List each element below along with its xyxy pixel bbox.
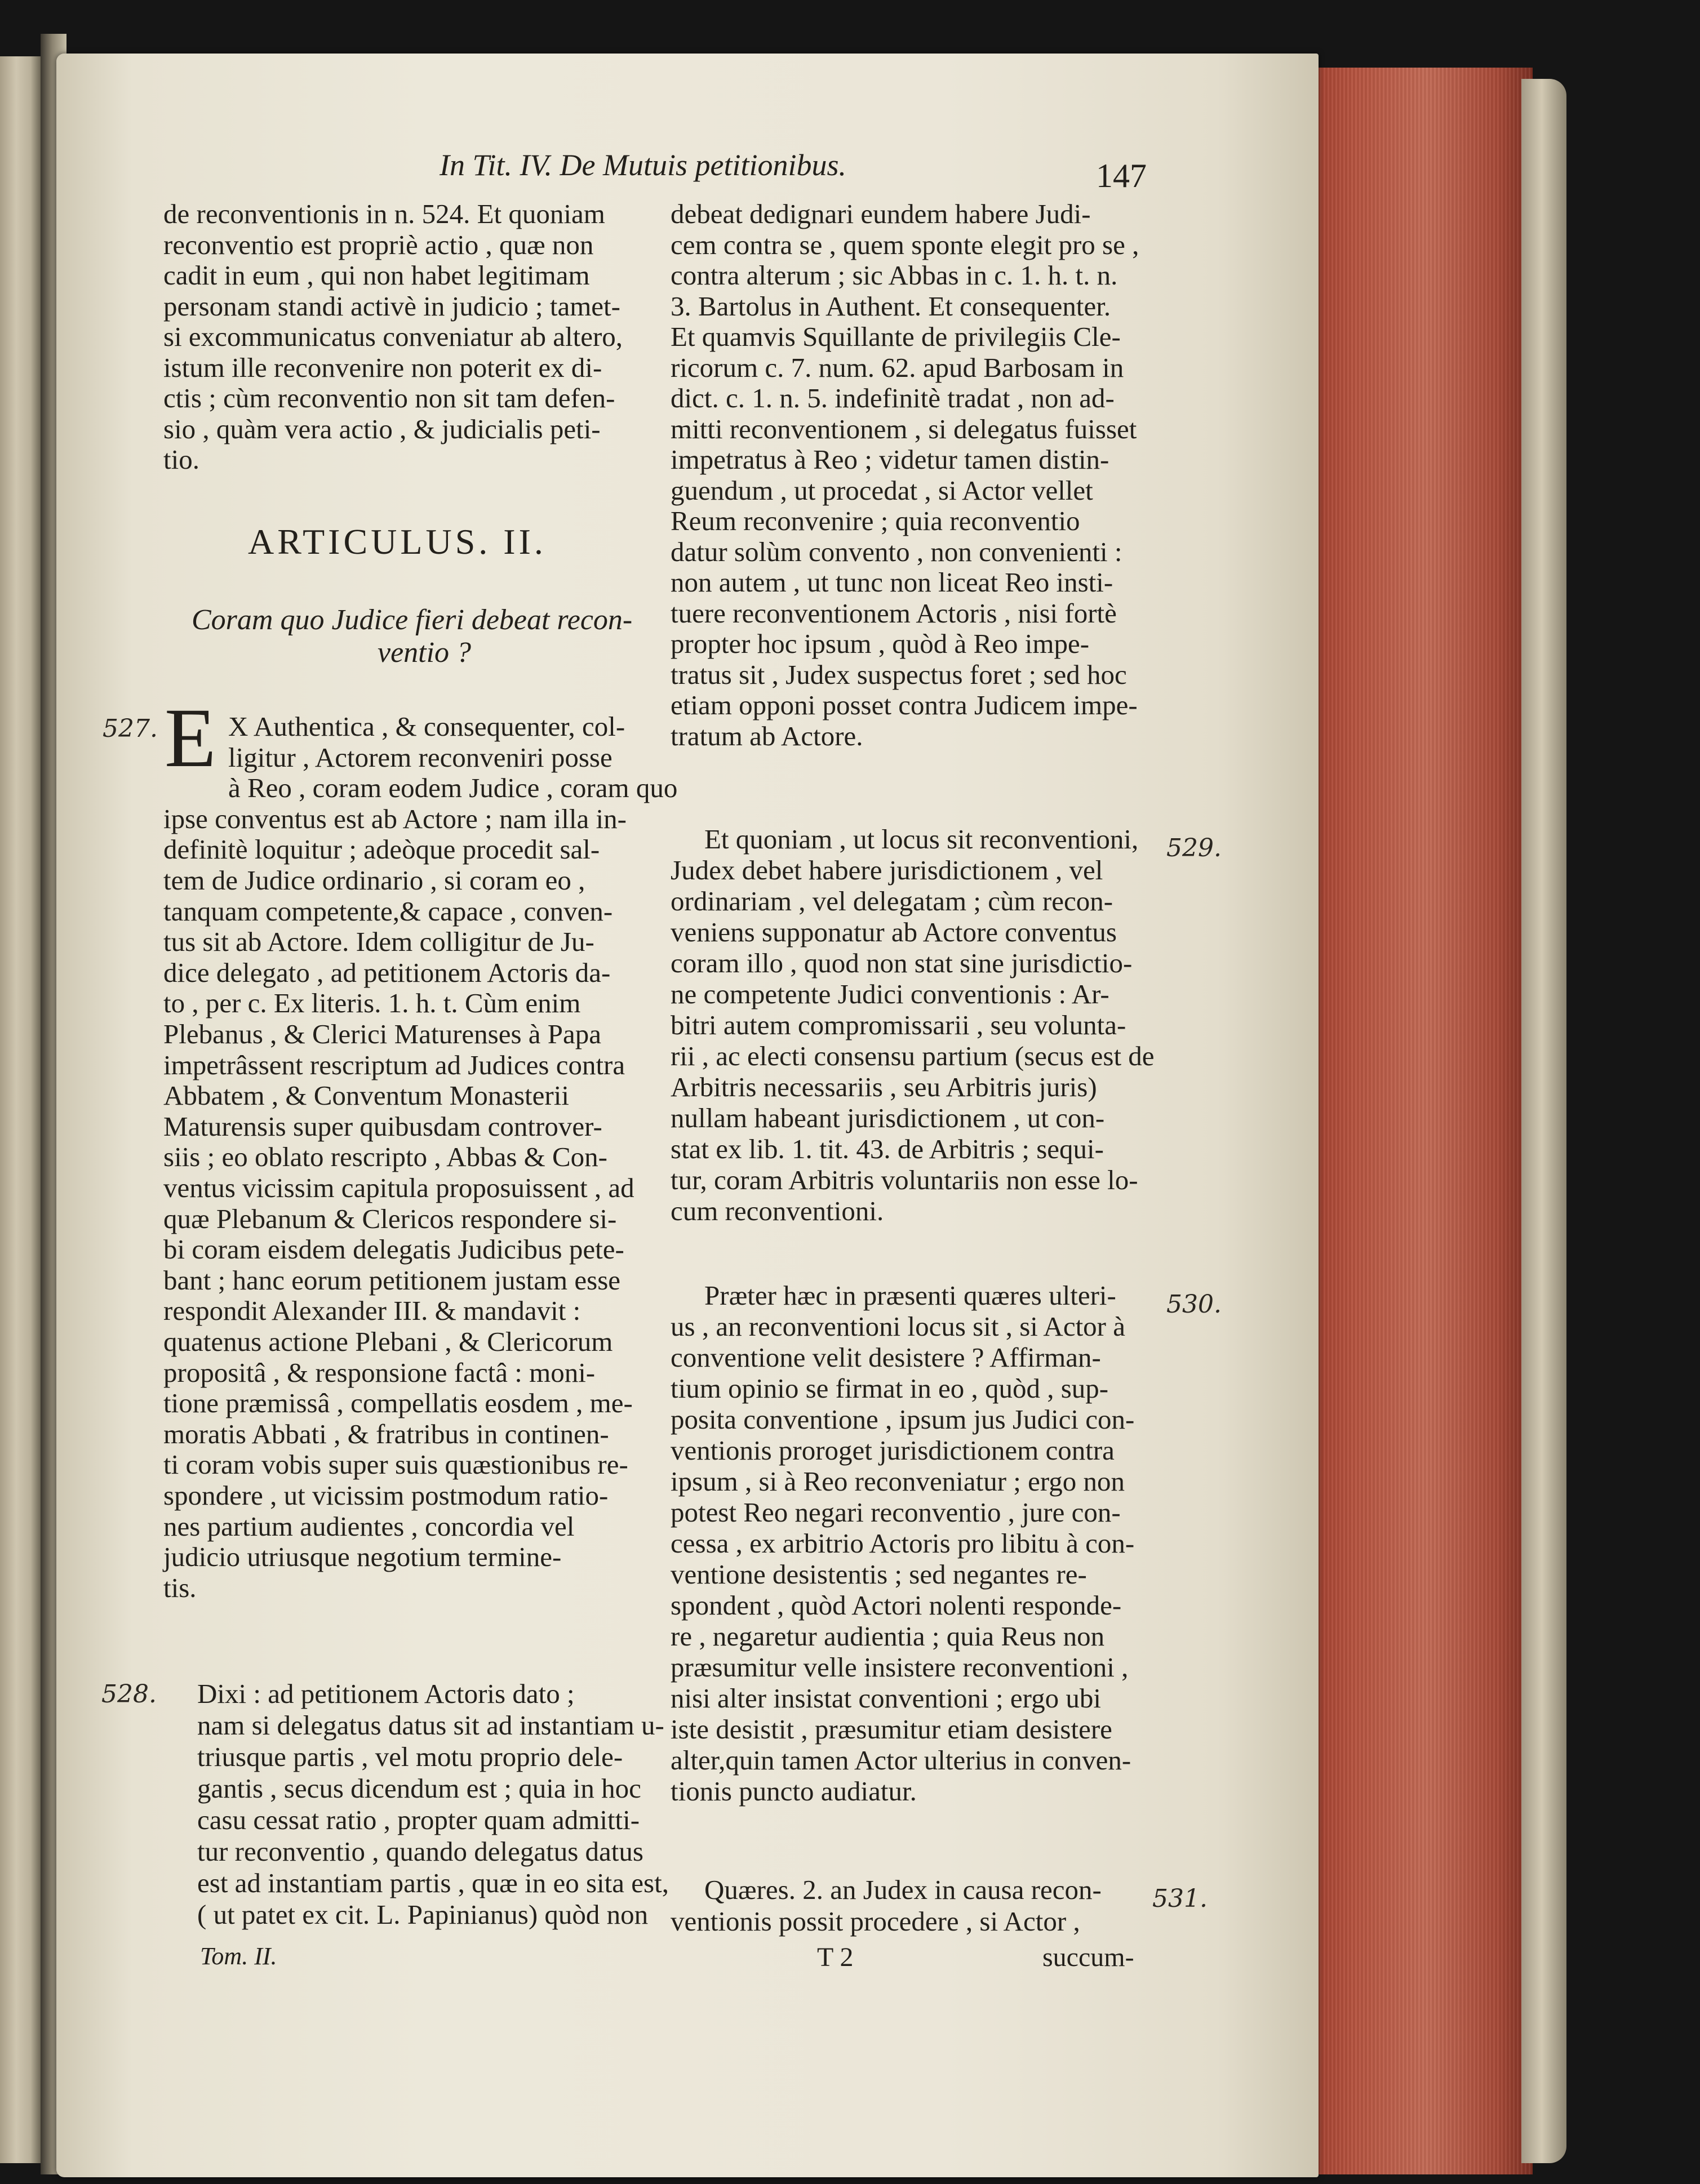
text-line: tratum ab Actore. bbox=[671, 720, 863, 751]
text-line: ti coram vobis super suis quæstionibus re- bbox=[163, 1449, 628, 1480]
text-line: Præter hæc in præsenti quæres ulteri- bbox=[704, 1280, 1116, 1311]
text-line: non autem , ut tunc non liceat Reo insti- bbox=[671, 567, 1113, 598]
margin-number-531: 531. bbox=[1152, 1884, 1208, 1913]
text-line: moratis Abbati , & fratribus in continen- bbox=[163, 1418, 609, 1449]
text-line: debeat dedignari eundem habere Judi- bbox=[671, 198, 1091, 229]
text-line: Quæres. 2. an Judex in causa recon- bbox=[704, 1874, 1102, 1905]
text-line: conventione velit desistere ? Affirman- bbox=[671, 1342, 1101, 1373]
text-line: tur, coram Arbitris voluntariis non esse lo- bbox=[671, 1164, 1138, 1195]
text-line: Reum reconvenire ; quia reconventio bbox=[671, 505, 1080, 536]
text-line: posita conventione , ipsum jus Judici con- bbox=[671, 1404, 1135, 1435]
text-line: Coram quo Judice fieri debeat recon- bbox=[192, 604, 633, 636]
text-line: tionis puncto audiatur. bbox=[671, 1776, 917, 1807]
text-line: personam standi activè in judicio ; tamet- bbox=[163, 290, 620, 322]
gathering-signature: T 2 bbox=[817, 1942, 854, 1972]
text-line: ( ut patet ex cit. L. Papinianus) quòd non bbox=[197, 1899, 649, 1930]
text-line: bitri autem compromissarii , seu volunta- bbox=[671, 1009, 1126, 1040]
text-line: impetratus à Reo ; videtur tamen distin- bbox=[671, 444, 1109, 475]
text-line: tione præmissâ , compellatis eosdem , me- bbox=[163, 1387, 633, 1419]
text-line: propositâ , & responsione factâ : moni- bbox=[163, 1356, 596, 1388]
text-line: Abbatem , & Conventum Monasterii bbox=[163, 1080, 569, 1111]
text-line: præsumitur velle insistere reconventioni , bbox=[671, 1652, 1129, 1683]
text-line: X Authentica , & consequenter, col- bbox=[228, 711, 625, 742]
text-line: nes partium audientes , concordia vel bbox=[163, 1510, 575, 1542]
text-line: si excommunicatus conveniatur ab altero, bbox=[163, 321, 623, 352]
book-cover-edge bbox=[1521, 79, 1566, 2163]
text-line: stat ex lib. 1. tit. 43. de Arbitris ; sequi- bbox=[671, 1133, 1104, 1164]
text-line: est ad instantiam partis , quæ in eo sita est, bbox=[197, 1867, 669, 1898]
text-line: impetrâssent rescriptum ad Judices contra bbox=[163, 1049, 625, 1080]
text-line: gantis , secus dicendum est ; quia in hoc bbox=[197, 1773, 641, 1804]
text-line: alter,quin tamen Actor ulterius in conven- bbox=[671, 1745, 1131, 1776]
page-number: 147 bbox=[1096, 157, 1147, 194]
text-line: Et quamvis Squillante de privilegiis Cle- bbox=[671, 321, 1121, 352]
text-line: propter hoc ipsum , quòd à Reo impe- bbox=[671, 628, 1090, 659]
text-line: ipse conventus est ab Actore ; nam illa in- bbox=[163, 803, 627, 834]
text-line: 3. Bartolus in Authent. Et consequenter. bbox=[671, 290, 1111, 322]
text-line: Maturensis super quibusdam controver- bbox=[163, 1110, 602, 1142]
red-page-edges bbox=[1296, 68, 1533, 2174]
text-line: siis ; eo oblato rescripto , Abbas & Con- bbox=[163, 1141, 607, 1173]
text-line: contra alterum ; sic Abbas in c. 1. h. t. n. bbox=[671, 260, 1118, 291]
text-line: potest Reo negari reconventio , jure con- bbox=[671, 1497, 1121, 1528]
running-head: In Tit. IV. De Mutuis petitionibus. bbox=[440, 148, 847, 182]
text-line: guendum , ut procedat , si Actor vellet bbox=[671, 474, 1093, 506]
text-line: datur solùm convento , non convenienti : bbox=[671, 536, 1122, 567]
text-line: ne competente Judici conventionis : Ar- bbox=[671, 978, 1109, 1009]
text-line: cum reconventioni. bbox=[671, 1195, 884, 1226]
text-line: Arbitris necessariis , seu Arbitris juris) bbox=[671, 1071, 1097, 1102]
text-line: respondit Alexander III. & mandavit : bbox=[163, 1295, 581, 1327]
text-line: ventus vicissim capitula proposuissent , ad bbox=[163, 1172, 634, 1203]
text-line: spondent , quòd Actori nolenti responde- bbox=[671, 1590, 1122, 1621]
text-line: to , per c. Ex literis. 1. h. t. Cùm enim bbox=[163, 988, 581, 1019]
margin-number-529: 529. bbox=[1166, 834, 1222, 862]
text-line: reconventio est propriè actio , quæ non bbox=[163, 229, 594, 260]
text-line: ligitur , Actorem reconveniri posse bbox=[228, 741, 612, 773]
text-line: rii , ac electi consensu partium (secus est de bbox=[671, 1040, 1155, 1071]
text-line: tratus sit , Judex suspectus foret ; sed hoc bbox=[671, 659, 1127, 690]
text-line: ventione desistentis ; sed negantes re- bbox=[671, 1559, 1087, 1590]
text-line: veniens supponatur ab Actore conventus bbox=[671, 917, 1117, 948]
text-line: Judex debet habere jurisdictionem , vel bbox=[671, 855, 1103, 886]
text-line: bi coram eisdem delegatis Judicibus pete- bbox=[163, 1234, 624, 1265]
text-line: ventionis possit procedere , si Actor , bbox=[671, 1906, 1080, 1937]
text-line: ctis ; cùm reconventio non sit tam defen- bbox=[163, 382, 615, 413]
text-line: nam si delegatus datus sit ad instantiam u- bbox=[197, 1710, 664, 1741]
volume-signature: Tom. II. bbox=[200, 1942, 277, 1970]
text-line: istum ille reconvenire non poterit ex di- bbox=[163, 352, 602, 383]
text-line: judicio utriusque negotium termine- bbox=[163, 1541, 562, 1573]
text-line: cessa , ex arbitrio Actoris pro libitu à con- bbox=[671, 1528, 1135, 1559]
text-line: de reconventionis in n. 524. Et quoniam bbox=[163, 198, 605, 229]
text-line: sio , quàm vera actio , & judicialis peti- bbox=[163, 413, 601, 444]
text-line: etiam opponi posset contra Judicem impe- bbox=[671, 690, 1138, 720]
text-line: ipsum , si à Reo reconveniatur ; ergo non bbox=[671, 1466, 1125, 1497]
text-line: tuere reconventionem Actoris , nisi fortè bbox=[671, 597, 1117, 629]
text-line: Et quoniam , ut locus sit reconventioni, bbox=[704, 824, 1139, 855]
margin-number-530: 530. bbox=[1166, 1290, 1222, 1319]
text-line: tanquam competente,& capace , conven- bbox=[163, 895, 613, 927]
text-line: Dixi : ad petitionem Actoris dato ; bbox=[197, 1678, 575, 1709]
text-line: cadit in eum , qui non habet legitimam bbox=[163, 260, 590, 291]
text-line: definitè loquitur ; adeòque procedit sal- bbox=[163, 834, 600, 865]
text-line: spondere , ut vicissim postmodum ratio- bbox=[163, 1480, 609, 1511]
text-line: ordinariam , vel delegatam ; cùm recon- bbox=[671, 886, 1113, 917]
text-line: re , negaretur audientia ; quia Reus non bbox=[671, 1621, 1105, 1652]
margin-number-528: 528. bbox=[101, 1680, 157, 1709]
text-line: iste desistit , præsumitur etiam desistere bbox=[671, 1714, 1112, 1745]
text-line: nullam habeant jurisdictionem , ut con- bbox=[671, 1102, 1105, 1133]
text-line: tio. bbox=[163, 444, 199, 475]
text-line: mitti reconventionem , si delegatus fuisset bbox=[671, 413, 1137, 444]
text-line: dice delegato , ad petitionem Actoris da- bbox=[163, 957, 611, 988]
text-line: tis. bbox=[163, 1572, 197, 1603]
drop-cap: E bbox=[165, 691, 216, 785]
text-line: quatenus actione Plebani , & Clericorum bbox=[163, 1326, 613, 1357]
text-line: dict. c. 1. n. 5. indefinitè tradat , non ad- bbox=[671, 382, 1115, 413]
text-line: Plebanus , & Clerici Maturenses à Papa bbox=[163, 1018, 602, 1049]
text-line: tium opinio se firmat in eo , quòd , sup- bbox=[671, 1373, 1109, 1404]
facing-page-edge bbox=[0, 56, 41, 2163]
text-line: cem contra se , quem sponte elegit pro se , bbox=[671, 229, 1139, 260]
margin-number-527: 527. bbox=[103, 714, 158, 743]
text-line: us , an reconventioni locus sit , si Actor à bbox=[671, 1311, 1125, 1342]
text-line: tus sit ab Actore. Idem colligitur de Ju- bbox=[163, 926, 594, 958]
text-line: ricorum c. 7. num. 62. apud Barbosam in bbox=[671, 352, 1124, 383]
text-line: casu cessat ratio , propter quam admitti- bbox=[197, 1804, 640, 1835]
text-line: nisi alter insistat conventioni ; ergo ubi bbox=[671, 1683, 1101, 1714]
catchword: succum- bbox=[1042, 1942, 1134, 1972]
text-line: ventionis proroget jurisdictionem contra bbox=[671, 1435, 1115, 1466]
text-line: tur reconventio , quando delegatus datus bbox=[197, 1836, 643, 1867]
text-line: à Reo , coram eodem Judice , coram quo bbox=[228, 772, 678, 804]
text-line: ventio ? bbox=[378, 637, 472, 669]
article-title: ARTICULUS. II. bbox=[248, 522, 547, 562]
text-line: triusque partis , vel motu proprio dele- bbox=[197, 1741, 623, 1772]
text-line: coram illo , quod non stat sine jurisdictio- bbox=[671, 948, 1133, 978]
text-line: tem de Judice ordinario , si coram eo , bbox=[163, 865, 585, 896]
text-line: quæ Plebanum & Clericos respondere si- bbox=[163, 1203, 617, 1234]
text-line: bant ; hanc eorum petitionem justam esse bbox=[163, 1264, 621, 1296]
